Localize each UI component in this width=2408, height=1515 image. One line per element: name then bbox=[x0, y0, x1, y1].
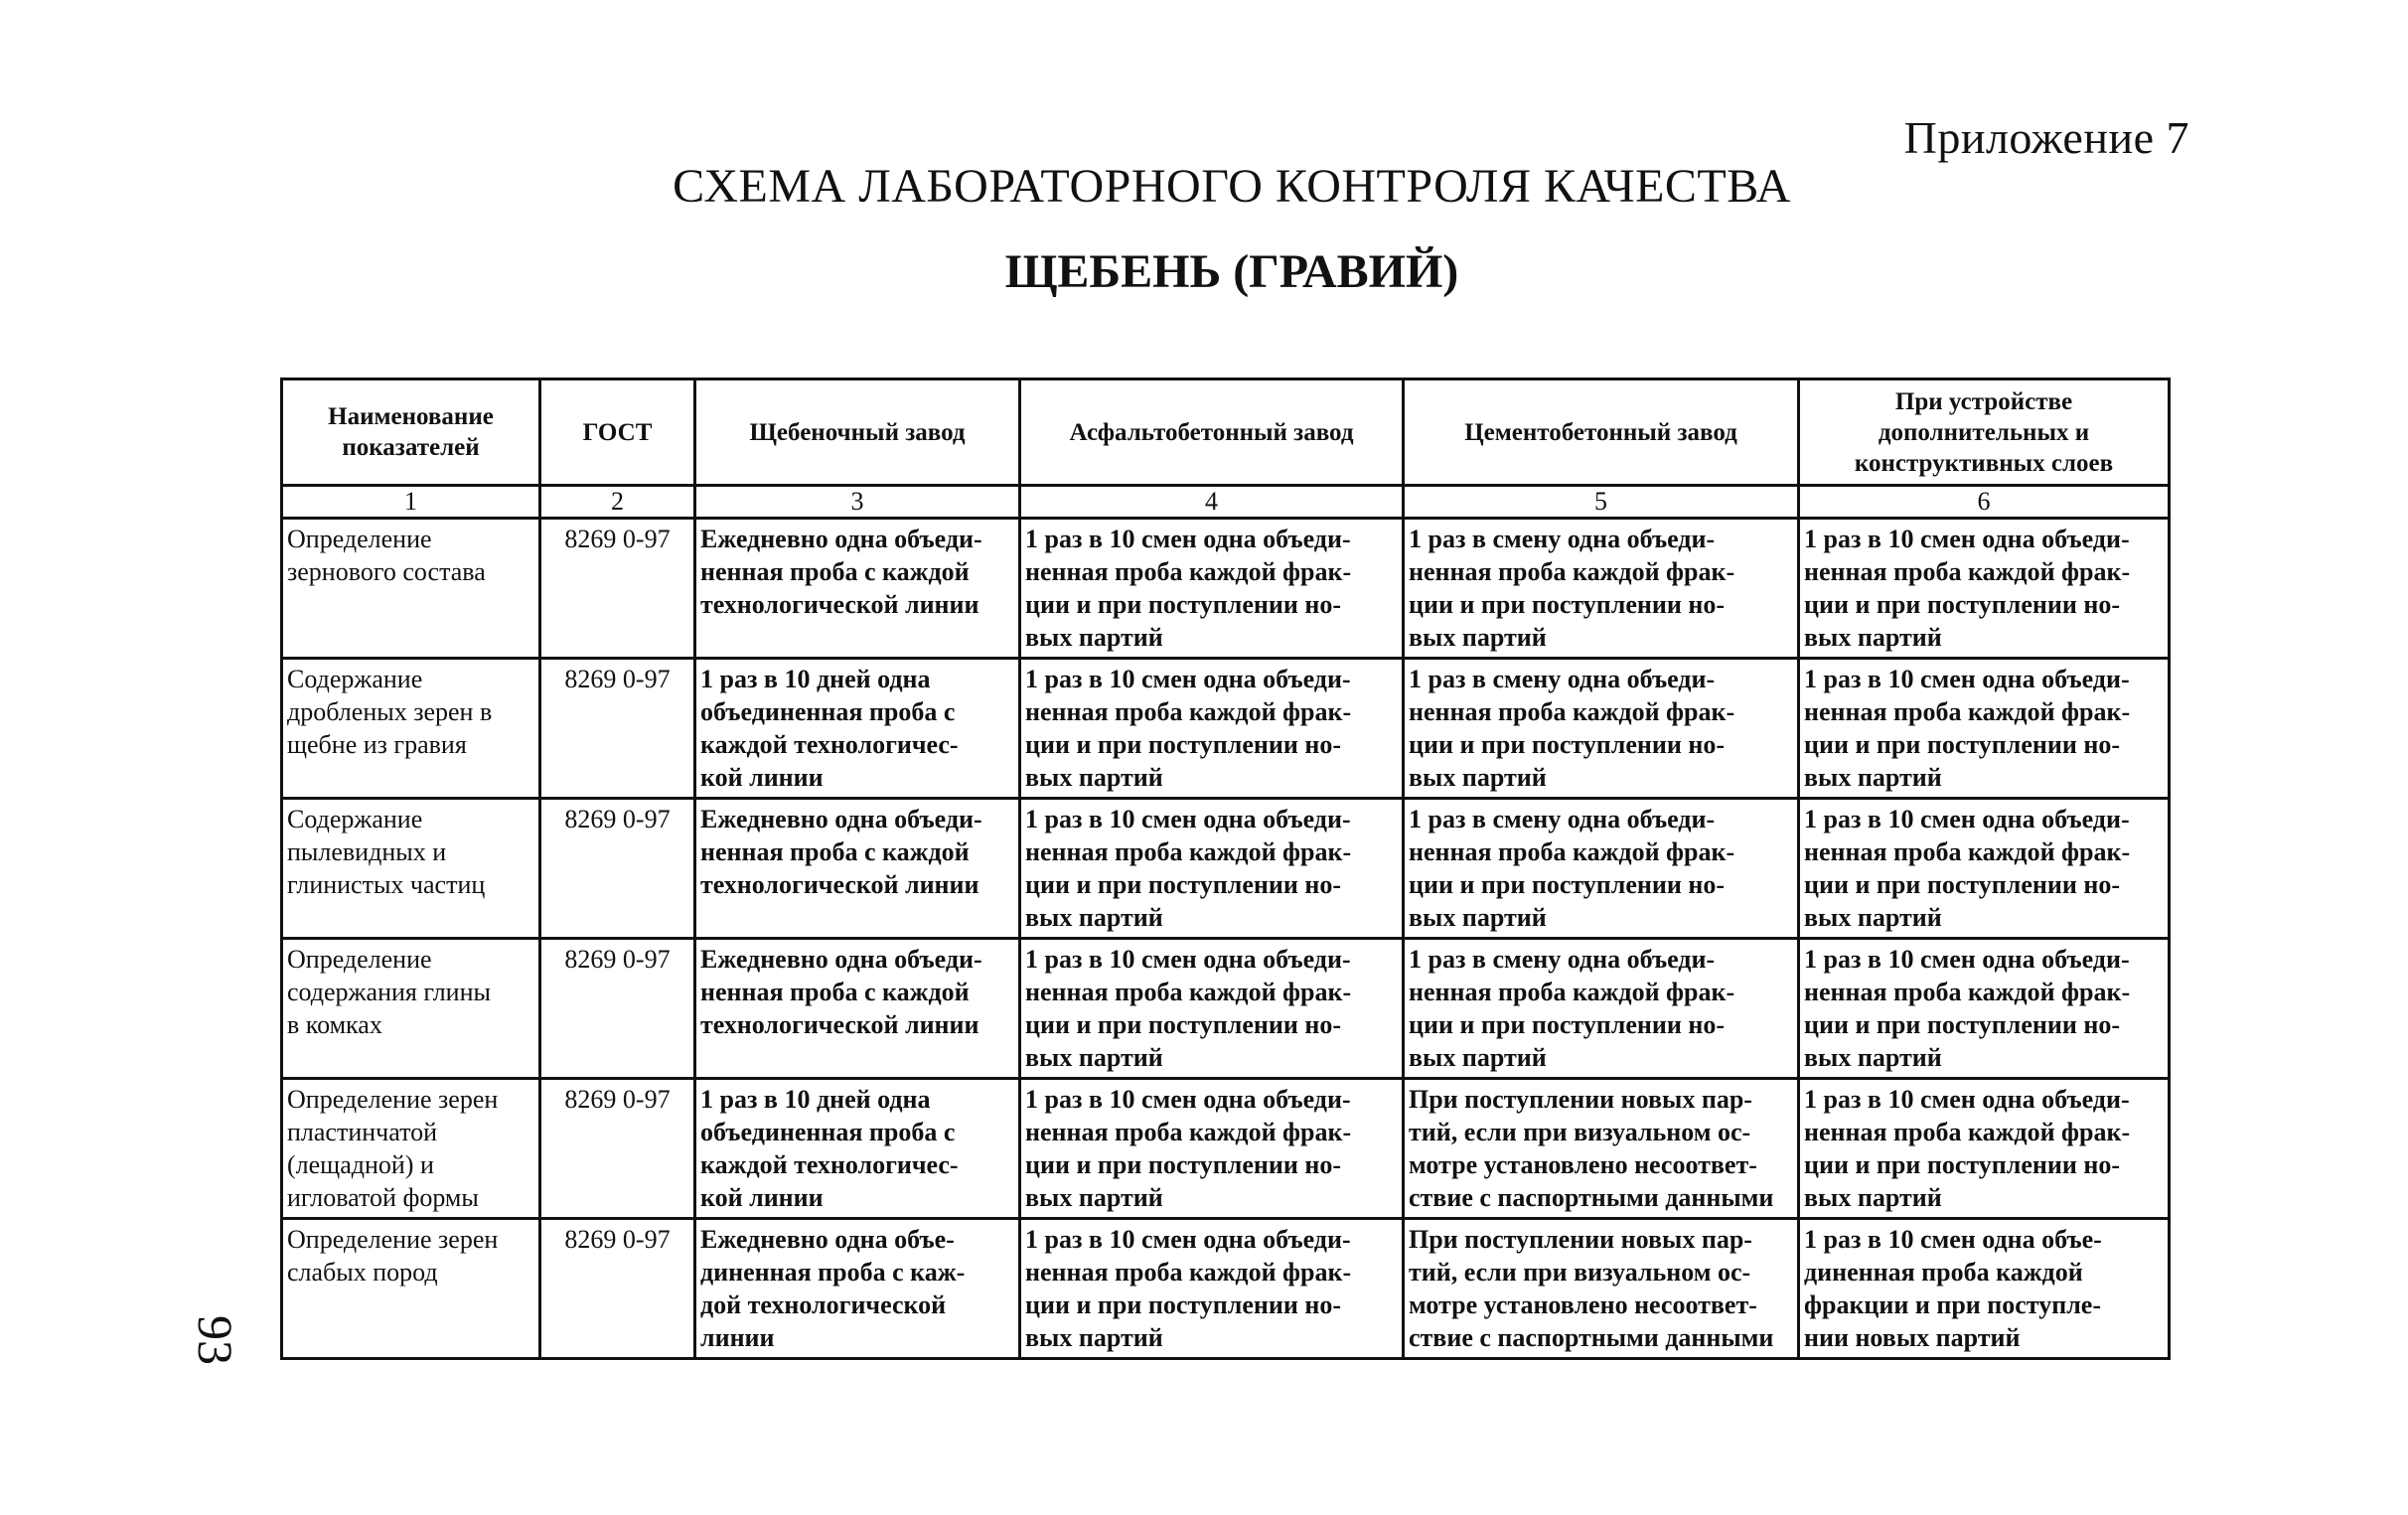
header-gost: ГОСТ bbox=[540, 379, 695, 486]
indicator-name-cell: Определение содержания глины в комках bbox=[282, 939, 540, 1079]
cement-concrete-plant-cell: 1 раз в смену одна объеди- ненная проба каждой фрак- ции и при поступлении но- вых партий bbox=[1404, 799, 1799, 939]
gost-cell: 8269 0-97 bbox=[540, 939, 695, 1079]
table-row bbox=[282, 659, 2170, 799]
column-number: 5 bbox=[1404, 486, 1799, 519]
header-crushed-stone-plant: Щебеночный завод bbox=[695, 379, 1020, 486]
gost-cell: 8269 0-97 bbox=[540, 659, 695, 799]
asphalt-plant-cell: 1 раз в 10 смен одна объеди- ненная проба каждой фрак- ции и при поступлении но- вых партий bbox=[1020, 1079, 1404, 1219]
crushed-stone-plant-cell: 1 раз в 10 дней одна объединенная проба с каждой технологичес- кой линии bbox=[695, 1079, 1020, 1219]
cement-concrete-plant-cell: При поступлении новых пар- тий, если при визуальном ос- мотре установлено несоответ- ствие с паспортными данными bbox=[1404, 1079, 1799, 1219]
additional-layers-cell: 1 раз в 10 смен одна объеди- ненная проба каждой фрак- ции и при поступлении но- вых партий bbox=[1799, 799, 2170, 939]
column-number: 6 bbox=[1799, 486, 2170, 519]
gost-cell: 8269 0-97 bbox=[540, 1079, 695, 1219]
indicator-name-cell: Содержание пылевидных и глинистых частиц bbox=[282, 799, 540, 939]
column-number-row bbox=[282, 486, 2170, 519]
gost-cell: 8269 0-97 bbox=[540, 799, 695, 939]
document-title: СХЕМА ЛАБОРАТОРНОГО КОНТРОЛЯ КАЧЕСТВА bbox=[673, 160, 1791, 213]
crushed-stone-plant-cell: 1 раз в 10 дней одна объединенная проба с каждой технологичес- кой линии bbox=[695, 659, 1020, 799]
column-number: 3 bbox=[695, 486, 1020, 519]
page-number: 93 bbox=[188, 1315, 243, 1365]
quality-control-table bbox=[280, 378, 2171, 1360]
additional-layers-cell: 1 раз в 10 смен одна объеди- ненная проба каждой фрак- ции и при поступлении но- вых партий bbox=[1799, 659, 2170, 799]
column-number: 2 bbox=[540, 486, 695, 519]
cement-concrete-plant-cell: 1 раз в смену одна объеди- ненная проба каждой фрак- ции и при поступлении но- вых партий bbox=[1404, 939, 1799, 1079]
column-number: 4 bbox=[1020, 486, 1404, 519]
table-row bbox=[282, 519, 2170, 659]
appendix-label: Приложение 7 bbox=[1903, 112, 2189, 163]
document-subtitle: ЩЕБЕНЬ (ГРАВИЙ) bbox=[1004, 245, 1459, 298]
indicator-name-cell: Определение зернового состава bbox=[282, 519, 540, 659]
indicator-name-cell: Определение зерен слабых пород bbox=[282, 1219, 540, 1359]
column-number: 1 bbox=[282, 486, 540, 519]
additional-layers-cell: 1 раз в 10 смен одна объеди- ненная проба каждой фрак- ции и при поступлении но- вых партий bbox=[1799, 519, 2170, 659]
gost-cell: 8269 0-97 bbox=[540, 1219, 695, 1359]
cement-concrete-plant-cell: 1 раз в смену одна объеди- ненная проба каждой фрак- ции и при поступлении но- вых партий bbox=[1404, 519, 1799, 659]
crushed-stone-plant-cell: Ежедневно одна объеди- ненная проба с каждой технологической линии bbox=[695, 519, 1020, 659]
crushed-stone-plant-cell: Ежедневно одна объеди- ненная проба с каждой технологической линии bbox=[695, 939, 1020, 1079]
additional-layers-cell: 1 раз в 10 смен одна объе- диненная проба каждой фракции и при поступле- нии новых партий bbox=[1799, 1219, 2170, 1359]
asphalt-plant-cell: 1 раз в 10 смен одна объеди- ненная проба каждой фрак- ции и при поступлении но- вых партий bbox=[1020, 799, 1404, 939]
table-header-row bbox=[282, 379, 2170, 486]
cement-concrete-plant-cell: При поступлении новых пар- тий, если при визуальном ос- мотре установлено несоответ- ствие с паспортными данными bbox=[1404, 1219, 1799, 1359]
table-row bbox=[282, 1219, 2170, 1359]
asphalt-plant-cell: 1 раз в 10 смен одна объеди- ненная проба каждой фрак- ции и при поступлении но- вых партий bbox=[1020, 939, 1404, 1079]
asphalt-plant-cell: 1 раз в 10 смен одна объеди- ненная проба каждой фрак- ции и при поступлении но- вых партий bbox=[1020, 1219, 1404, 1359]
asphalt-plant-cell: 1 раз в 10 смен одна объеди- ненная проба каждой фрак- ции и при поступлении но- вых партий bbox=[1020, 519, 1404, 659]
asphalt-plant-cell: 1 раз в 10 смен одна объеди- ненная проба каждой фрак- ции и при поступлении но- вых партий bbox=[1020, 659, 1404, 799]
header-indicator-name: Наименование показателей bbox=[282, 379, 540, 486]
indicator-name-cell: Определение зерен пластинчатой (лещадной) и игловатой формы bbox=[282, 1079, 540, 1219]
header-additional-layers: При устройстве дополнительных и конструктивных слоев bbox=[1799, 379, 2170, 486]
header-asphalt-plant: Асфальтобетонный завод bbox=[1020, 379, 1404, 486]
additional-layers-cell: 1 раз в 10 смен одна объеди- ненная проба каждой фрак- ции и при поступлении но- вых партий bbox=[1799, 1079, 2170, 1219]
gost-cell: 8269 0-97 bbox=[540, 519, 695, 659]
crushed-stone-plant-cell: Ежедневно одна объеди- ненная проба с каждой технологической линии bbox=[695, 799, 1020, 939]
indicator-name-cell: Содержание дробленых зерен в щебне из гравия bbox=[282, 659, 540, 799]
table-row bbox=[282, 1079, 2170, 1219]
cement-concrete-plant-cell: 1 раз в смену одна объеди- ненная проба каждой фрак- ции и при поступлении но- вых партий bbox=[1404, 659, 1799, 799]
table-row bbox=[282, 939, 2170, 1079]
header-cement-concrete-plant: Цементобетонный завод bbox=[1404, 379, 1799, 486]
table-row bbox=[282, 799, 2170, 939]
additional-layers-cell: 1 раз в 10 смен одна объеди- ненная проба каждой фрак- ции и при поступлении но- вых партий bbox=[1799, 939, 2170, 1079]
crushed-stone-plant-cell: Ежедневно одна объе- диненная проба с каж- дой технологической линии bbox=[695, 1219, 1020, 1359]
